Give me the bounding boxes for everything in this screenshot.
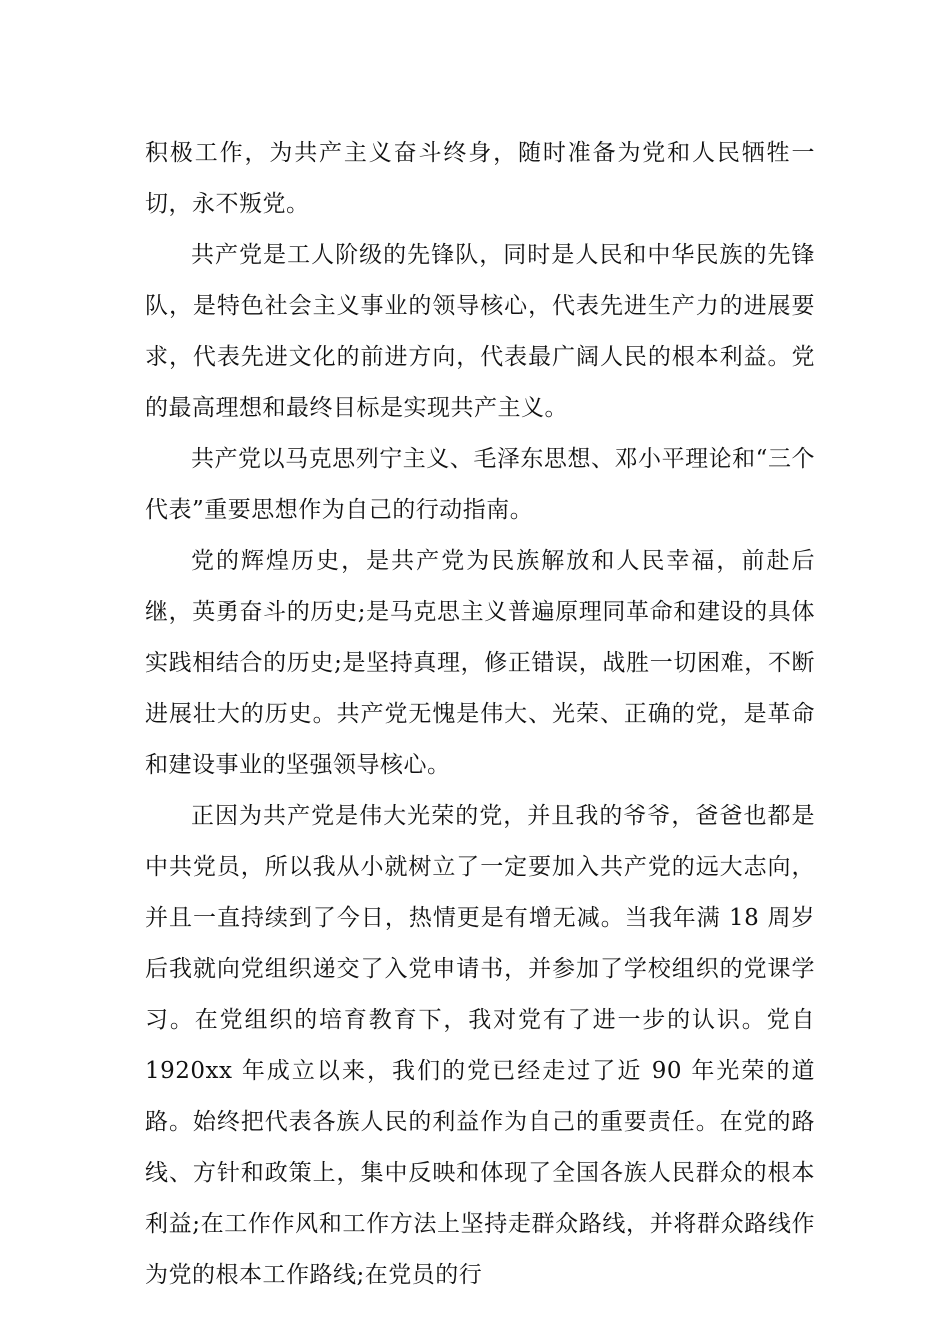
body-text <box>145 128 815 1301</box>
paragraph: 共产党是工人阶级的先锋队，同时是人民和中华民族的先锋队，是特色社会主义事业的领导核心，代表先进生产力的进展要求，代表先进文化的前进方向，代表最广阔人民的根本利益。党的最高理想和最终目标是实现共产主义。 <box>145 242 815 421</box>
paragraph: 共产党以马克思列宁主义、毛泽东思想、邓小平理论和“三个代表”重要思想作为自己的行动指南。 <box>145 446 815 523</box>
paragraph-continued: 积极工作，为共产主义奋斗终身，随时准备为党和人民牺牲一切，永不叛党。 <box>145 140 815 217</box>
paragraph: 党的辉煌历史，是共产党为民族解放和人民幸福，前赴后继，英勇奋斗的历史;是马克思主义普遍原理同革命和建设的具体实践相结合的历史;是坚持真理，修正错误，战胜一切困难，不断进展壮大的历史。共产党无愧是伟大、光荣、正确的党，是革命和建设事业的坚强领导核心。 <box>145 548 815 778</box>
paragraph: 正因为共产党是伟大光荣的党，并且我的爷爷，爸爸也都是中共党员，所以我从小就树立了一定要加入共产党的远大志向，并且一直持续到了今日，热情更是有增无减。当我年满 18 周岁后我就向党组织递交了入党申请书，并参加了学校组织的党课学习。在党组织的培育教育下，我对党有了进一步的认识。党自 1920xx 年成立以来，我们的党已经走过了近 90 年光荣的道路。始终把代表各族人民的利益作为自己的重要责任。在党的路线、方针和政策上，集中反映和体现了全国各族人民群众的根本利益;在工作作风和工作方法上坚持走群众路线，并将群众路线作为党的根本工作路线;在党员的行 <box>145 803 815 1288</box>
